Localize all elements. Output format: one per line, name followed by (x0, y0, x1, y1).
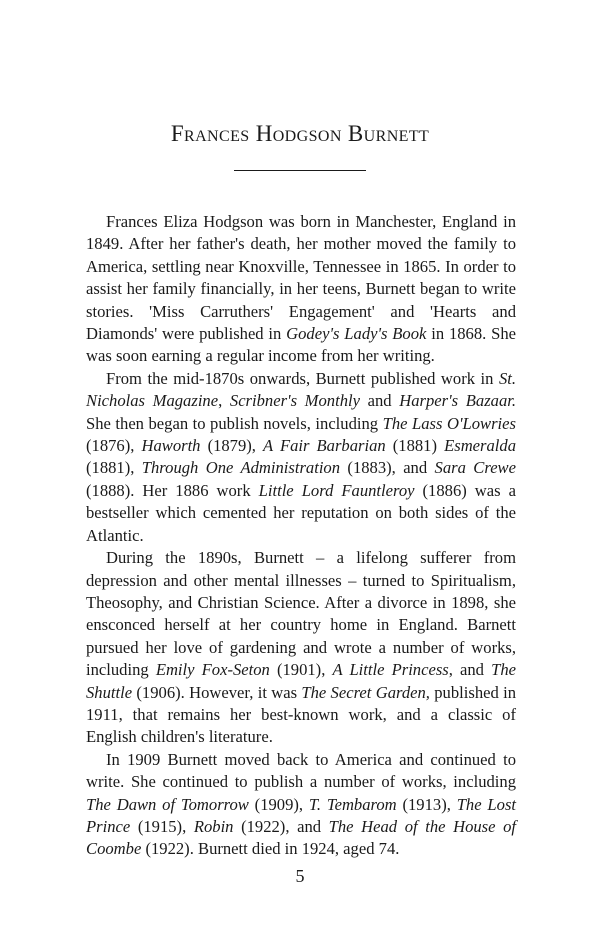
italic-title: Sara Crewe (434, 458, 516, 478)
text-run: In 1909 Burnett moved back to America and continued to write. She continued to publish a number of works, including (86, 749, 516, 792)
italic-title: A Little Princess (332, 660, 449, 680)
italic-title: A Fair Barbarian (263, 436, 386, 456)
italic-title: Esmeralda (444, 436, 516, 456)
italic-title: Robin (193, 816, 234, 836)
italic-title: Through One Administration (141, 458, 341, 478)
italic-title: The Secret Garden, (301, 682, 430, 702)
text-run: (1901), (269, 660, 333, 680)
text-run: (1886) was a bestseller which cemented her reputation on both sides of the Atlantic. (86, 480, 516, 545)
italic-title: T. Tembarom (308, 794, 397, 814)
italic-title: Emily Fox-Seton (155, 660, 270, 680)
italic-title: Scribner's Monthly (229, 391, 360, 411)
chapter-title: Frances Hodgson Burnett (170, 121, 430, 146)
italic-title: The Shuttle (86, 660, 516, 702)
text-run: (1915), (130, 816, 194, 836)
biography-text (86, 211, 516, 861)
text-run: (1922), and (233, 816, 329, 836)
text-run: (1888). Her 1886 work (86, 480, 259, 500)
title-divider (234, 170, 366, 171)
text-run: (1881), (86, 458, 142, 478)
paragraph (86, 368, 516, 547)
text-run: During the 1890s, Burnett – a lifelong sufferer from depression and other mental illnesses – turned to Spiritualism, Theosophy, and Christian Science. After a divorce in 1898, she ensconced herself at her country home in England. Barnett pursued her love of gardening and wrote a number of works, including (86, 548, 516, 680)
text-run: , and (448, 660, 492, 680)
italic-title: The Dawn of Tomorrow (86, 794, 249, 814)
text-run: (1906). However, it was (132, 682, 302, 702)
text-run: She then began to publish novels, including (86, 413, 383, 433)
text-run: (1922). Burnett died in 1924, aged 74. (141, 839, 400, 859)
text-run: Frances Eliza Hodgson was born in Manchester, England in 1849. After her father's death, her mother moved the family to America, settling near Knoxville, Tennessee in 1865. In order to assist her family financially, in her teens, Burnett began to write stories. 'Miss Carruthers' Engagement' and 'Hearts and Diamonds' were published in (86, 212, 516, 344)
italic-title: Haworth (141, 436, 201, 456)
text-run: (1883), and (340, 458, 435, 478)
text-run: in 1868. She was soon earning a regular income from her writing. (86, 324, 516, 366)
italic-title: The Head of the House of Coombe (86, 816, 517, 859)
text-run: (1881) (385, 436, 445, 456)
italic-title: The Lass O'Lowries (382, 413, 516, 433)
paragraph (86, 749, 516, 861)
italic-title: Godey's Lady's Book (286, 324, 427, 344)
text-run: and (360, 391, 400, 411)
text-run: (1876), (86, 436, 142, 456)
italic-title: Harper's Bazaar. (399, 391, 517, 411)
paragraph (86, 547, 516, 749)
text-run: (1913), (396, 794, 457, 814)
page-number: 5 (295, 866, 305, 886)
italic-title: The Lost Prince (86, 794, 517, 836)
text-run: published in 1911, that remains her best-known work, and a classic of English children's literature. (86, 682, 517, 747)
text-run: From the mid-1870s onwards, Burnett published work in (106, 368, 499, 388)
italic-title: Little Lord Fauntleroy (258, 480, 415, 500)
paragraph (86, 211, 516, 368)
text-run: (1879), (200, 436, 264, 456)
text-run: , (218, 391, 230, 411)
italic-title: St. Nicholas Magazine (86, 368, 516, 411)
text-run: (1909), (248, 794, 309, 814)
